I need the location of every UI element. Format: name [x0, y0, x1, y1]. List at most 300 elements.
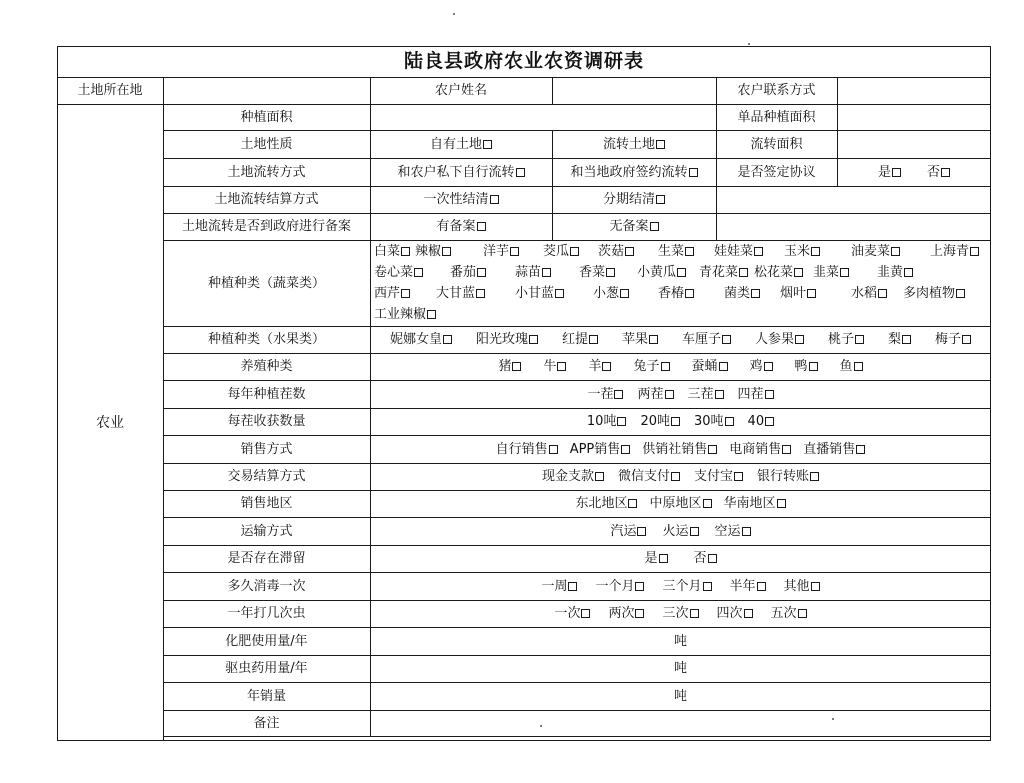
checkbox[interactable]	[690, 527, 699, 536]
checkbox[interactable]	[677, 268, 686, 277]
option-label: 羊	[588, 359, 602, 374]
checkbox[interactable]	[956, 289, 965, 298]
option-label: 直播销售	[803, 441, 856, 457]
option-label: APP销售	[569, 441, 621, 457]
option[interactable]	[374, 308, 436, 321]
option[interactable]	[828, 333, 864, 346]
checkbox[interactable]	[628, 499, 637, 508]
planting-area-field[interactable]	[370, 104, 716, 130]
stagnation-options	[370, 545, 991, 572]
option-label: 阳光玫瑰	[475, 332, 528, 347]
checkbox[interactable]	[742, 527, 751, 536]
option-label: 空运	[714, 523, 741, 539]
checkbox[interactable]	[529, 335, 538, 344]
option-label: 华南地区	[723, 496, 776, 511]
option-label: 电商销售	[729, 441, 782, 457]
pest-options	[370, 600, 991, 627]
option-label: 鸭	[794, 359, 808, 374]
harvest-label: 每茬收获数量	[227, 414, 306, 429]
option-label: 一茬	[587, 386, 614, 402]
disinfect-label: 多久消毒一次	[227, 578, 306, 594]
option-label: 大甘蓝	[436, 286, 476, 301]
checkbox[interactable]	[557, 362, 566, 371]
option[interactable]	[595, 580, 644, 593]
filed-option[interactable]	[370, 213, 552, 240]
option-label: 梨	[887, 332, 901, 347]
remarks-field[interactable]	[370, 710, 991, 736]
option[interactable]	[795, 360, 818, 373]
checkbox[interactable]	[621, 445, 630, 454]
checkbox[interactable]	[614, 390, 623, 399]
option-label: 三个月	[662, 578, 702, 594]
checkbox[interactable]	[625, 247, 634, 256]
option[interactable]	[515, 266, 551, 279]
option[interactable]	[715, 525, 751, 538]
option[interactable]	[877, 266, 913, 279]
checkbox[interactable]	[476, 289, 485, 298]
option[interactable]	[662, 580, 711, 593]
option-label: 菌类	[724, 286, 751, 301]
checkbox[interactable]	[757, 582, 766, 591]
checkbox[interactable]	[811, 247, 820, 256]
single-area-field[interactable]	[837, 104, 991, 130]
option-label: 韭黄	[877, 265, 904, 280]
fruit-label: 种植种类（水果类）	[207, 332, 325, 347]
location-field[interactable]	[163, 77, 370, 104]
option-label: 西芹	[374, 286, 401, 301]
option-label: 韭菜	[813, 265, 840, 280]
option[interactable]	[633, 360, 669, 373]
option[interactable]	[851, 245, 900, 258]
checkbox[interactable]	[689, 168, 698, 177]
option[interactable]	[642, 443, 717, 456]
checkbox[interactable]	[690, 609, 699, 618]
option[interactable]	[610, 525, 646, 538]
checkbox[interactable]	[902, 335, 911, 344]
option[interactable]	[755, 333, 804, 346]
option[interactable]	[587, 415, 627, 428]
option[interactable]	[694, 552, 717, 565]
option-label: 猪	[498, 359, 512, 374]
option[interactable]	[554, 607, 590, 620]
fertilizer-label: 化肥使用量/年	[225, 633, 308, 649]
pesticide-label: 驱虫药用量/年	[225, 661, 308, 676]
option[interactable]	[840, 360, 863, 373]
agreement-yes[interactable]	[878, 166, 901, 179]
option[interactable]	[771, 607, 807, 620]
single-area-label: 单品种植面积	[737, 109, 816, 125]
option-label: 20吨	[640, 414, 670, 429]
category-label: 农业	[96, 414, 124, 431]
option-label: 一个月	[595, 578, 635, 594]
option[interactable]	[699, 266, 748, 279]
checkbox[interactable]	[795, 335, 804, 344]
checkbox[interactable]	[754, 247, 763, 256]
option[interactable]	[608, 607, 644, 620]
agreement-options	[837, 158, 991, 186]
checkbox[interactable]	[751, 289, 760, 298]
checkbox[interactable]	[656, 195, 665, 204]
option[interactable]	[803, 443, 865, 456]
disinfect-options	[370, 572, 991, 600]
checkbox[interactable]	[782, 445, 791, 454]
checkbox[interactable]	[510, 247, 519, 256]
checkbox[interactable]	[739, 268, 748, 277]
land-nature-label: 土地性质	[240, 136, 293, 152]
checkbox[interactable]	[549, 445, 558, 454]
option[interactable]	[717, 607, 753, 620]
stagnation-label: 是否存在滞留	[227, 551, 306, 566]
checkbox[interactable]	[568, 582, 577, 591]
option-label: 蒜苗	[515, 265, 542, 280]
region-label: 销售地区	[240, 496, 293, 511]
not-filed-option[interactable]	[552, 213, 716, 240]
option[interactable]	[780, 287, 816, 300]
checkbox[interactable]	[542, 268, 551, 277]
option-label: 青花菜	[699, 265, 739, 280]
checkbox[interactable]	[581, 609, 590, 618]
survey-form	[57, 46, 991, 741]
checkbox[interactable]	[685, 247, 694, 256]
option[interactable]	[757, 470, 819, 483]
own-land-option[interactable]	[370, 130, 552, 158]
checkbox[interactable]	[764, 362, 773, 371]
checkbox[interactable]	[401, 289, 410, 298]
option-label: 牛	[543, 359, 557, 374]
farmer-name-field[interactable]	[552, 77, 716, 104]
checkbox[interactable]	[703, 499, 712, 508]
checkbox[interactable]	[595, 472, 604, 481]
option-label: 东北地区	[575, 496, 628, 511]
option[interactable]	[694, 415, 734, 428]
option[interactable]	[415, 245, 451, 258]
option-label: 是	[644, 551, 658, 566]
option[interactable]	[644, 552, 667, 565]
checkbox[interactable]	[635, 582, 644, 591]
checkbox[interactable]	[659, 554, 668, 563]
planting-area-label: 种植面积	[240, 109, 293, 125]
option[interactable]	[930, 245, 979, 258]
fruit-options	[370, 326, 991, 353]
checkbox[interactable]	[617, 417, 626, 426]
contact-field[interactable]	[837, 77, 991, 104]
option-label: 四茬	[737, 386, 764, 402]
option[interactable]	[476, 333, 538, 346]
checkbox[interactable]	[477, 268, 486, 277]
option[interactable]	[579, 266, 615, 279]
checkbox[interactable]	[962, 335, 971, 344]
checkbox[interactable]	[765, 390, 774, 399]
option[interactable]	[903, 287, 965, 300]
option[interactable]	[588, 360, 611, 373]
checkbox[interactable]	[854, 362, 863, 371]
option-label: 番茄	[450, 265, 477, 280]
breeding-options	[370, 353, 991, 380]
checkbox[interactable]	[443, 335, 452, 344]
option[interactable]	[888, 333, 911, 346]
option[interactable]	[374, 266, 423, 279]
option[interactable]	[694, 470, 743, 483]
option[interactable]	[515, 287, 564, 300]
option-label: 一次	[554, 606, 581, 621]
sales-label: 销售方式	[240, 441, 293, 457]
option-label: 小黄瓜	[637, 265, 677, 280]
option[interactable]	[649, 497, 711, 510]
option-label: 辣椒	[415, 244, 442, 259]
option[interactable]	[450, 266, 486, 279]
checkbox[interactable]	[606, 268, 615, 277]
option-label: 10吨	[586, 414, 617, 429]
checkbox[interactable]	[671, 417, 680, 426]
option[interactable]	[754, 266, 803, 279]
option-label: 供销社销售	[642, 441, 708, 457]
option[interactable]	[543, 360, 566, 373]
option[interactable]	[496, 443, 558, 456]
checkbox[interactable]	[427, 310, 436, 319]
checkbox[interactable]	[810, 472, 819, 481]
payment-label: 交易结算方式	[227, 469, 306, 484]
option[interactable]	[587, 388, 623, 401]
checkbox[interactable]	[483, 140, 492, 149]
option[interactable]	[658, 287, 694, 300]
option[interactable]	[738, 388, 774, 401]
checkbox[interactable]	[970, 247, 979, 256]
checkbox[interactable]	[703, 582, 712, 591]
checkbox[interactable]	[401, 247, 410, 256]
checkbox[interactable]	[665, 390, 674, 399]
option[interactable]	[750, 360, 773, 373]
option[interactable]	[543, 245, 579, 258]
option-label: 洋芋	[483, 244, 510, 259]
option[interactable]	[813, 266, 849, 279]
option[interactable]	[436, 287, 485, 300]
pesticide-unit: 吨	[673, 661, 687, 676]
checkbox[interactable]	[811, 582, 820, 591]
checkbox[interactable]	[777, 499, 786, 508]
option-label: 两茬	[637, 386, 664, 402]
option[interactable]	[688, 388, 724, 401]
option-label: 红提	[561, 332, 588, 347]
option-label: 梅子	[934, 332, 961, 347]
option-label: 烟叶	[780, 286, 807, 301]
option[interactable]	[622, 333, 658, 346]
installment-text: 分期结清	[602, 192, 655, 207]
checkbox[interactable]	[891, 247, 900, 256]
option-label: 支付宝	[694, 469, 734, 484]
checkbox[interactable]	[589, 335, 598, 344]
filing-label: 土地流转是否到政府进行备案	[181, 219, 351, 234]
transfer-land-option[interactable]	[552, 130, 716, 158]
agreement-no[interactable]	[927, 166, 950, 179]
one-time-option[interactable]	[370, 186, 552, 213]
private-transfer-text: 和农户私下自行流转	[397, 164, 515, 180]
checkbox[interactable]	[878, 289, 887, 298]
option[interactable]	[682, 333, 731, 346]
option[interactable]	[935, 333, 971, 346]
option-label: 工业辣椒	[374, 307, 427, 322]
option[interactable]	[637, 266, 686, 279]
not-filed-text: 无备案	[609, 219, 649, 234]
option[interactable]	[541, 580, 577, 593]
annual-sales-unit: 吨	[673, 688, 687, 704]
transport-label: 运输方式	[240, 523, 293, 539]
gov-transfer-text: 和当地政府签约流转	[570, 164, 688, 180]
pesticide-field[interactable]	[370, 655, 991, 682]
checkbox[interactable]	[685, 289, 694, 298]
option[interactable]	[374, 287, 410, 300]
option-label: 油麦菜	[851, 244, 891, 259]
checkbox[interactable]	[555, 289, 564, 298]
option[interactable]	[374, 245, 410, 258]
option[interactable]	[483, 245, 519, 258]
option[interactable]	[575, 497, 637, 510]
option[interactable]	[729, 443, 791, 456]
checkbox[interactable]	[570, 247, 579, 256]
checkbox[interactable]	[671, 472, 680, 481]
option[interactable]	[390, 333, 452, 346]
gov-transfer-option[interactable]	[552, 158, 716, 186]
option-label: 茭瓜	[543, 244, 570, 259]
checkbox[interactable]	[620, 289, 629, 298]
option-label: 半年	[729, 578, 756, 594]
checkbox[interactable]	[635, 609, 644, 618]
option[interactable]	[662, 607, 698, 620]
option-label: 微信支付	[617, 469, 670, 484]
option[interactable]	[784, 580, 820, 593]
checkbox[interactable]	[602, 362, 611, 371]
crops-label: 每年种植茬数	[227, 386, 306, 402]
checkbox[interactable]	[856, 445, 865, 454]
transfer-area-label: 流转面积	[750, 136, 803, 152]
checkbox[interactable]	[512, 362, 521, 371]
farmer-name-label: 农户姓名	[434, 83, 487, 98]
option[interactable]	[692, 360, 728, 373]
option[interactable]	[618, 470, 680, 483]
option[interactable]	[593, 287, 629, 300]
agreement-no-text: 否	[927, 164, 941, 180]
pest-label: 一年打几次虫	[227, 606, 306, 621]
option[interactable]	[714, 245, 763, 258]
option[interactable]	[784, 245, 820, 258]
region-options	[370, 490, 991, 517]
option-label: 现金支款	[541, 469, 594, 484]
remarks-label: 备注	[253, 715, 280, 731]
checkbox[interactable]	[477, 222, 486, 231]
checkbox[interactable]	[725, 417, 734, 426]
option[interactable]	[562, 333, 598, 346]
harvest-options	[370, 408, 991, 435]
checkbox[interactable]	[649, 335, 658, 344]
option-label: 汽运	[610, 523, 637, 539]
option-label: 蚕蛹	[691, 359, 718, 374]
checkbox[interactable]	[892, 168, 901, 177]
checkbox[interactable]	[516, 168, 525, 177]
option[interactable]	[637, 388, 673, 401]
checkbox[interactable]	[798, 609, 807, 618]
fertilizer-field[interactable]	[370, 627, 991, 655]
transfer-land-text: 流转土地	[602, 136, 655, 152]
option[interactable]	[724, 497, 786, 510]
checkbox[interactable]	[490, 195, 499, 204]
option[interactable]	[748, 415, 775, 428]
checkbox[interactable]	[744, 609, 753, 618]
option-label: 白菜	[374, 244, 401, 259]
checkbox[interactable]	[807, 289, 816, 298]
checkbox[interactable]	[809, 362, 818, 371]
option[interactable]	[542, 470, 604, 483]
installment-option[interactable]	[552, 186, 716, 213]
option[interactable]	[640, 415, 680, 428]
checkbox[interactable]	[414, 268, 423, 277]
annual-sales-field[interactable]	[370, 682, 991, 710]
checkbox[interactable]	[840, 268, 849, 277]
checkbox[interactable]	[715, 390, 724, 399]
checkbox[interactable]	[442, 247, 451, 256]
location-label: 土地所在地	[77, 83, 143, 98]
checkbox[interactable]	[708, 554, 717, 563]
option[interactable]	[730, 580, 766, 593]
option-label: 鸡	[749, 359, 763, 374]
option-label: 三次	[662, 606, 689, 621]
scan-speck	[832, 718, 834, 720]
checkbox[interactable]	[661, 362, 670, 371]
scan-speck	[540, 725, 542, 727]
option[interactable]	[662, 525, 698, 538]
agreement-label: 是否签定协议	[737, 164, 816, 180]
option-label: 兔子	[633, 359, 660, 374]
option-label: 其他	[783, 578, 810, 594]
checkbox[interactable]	[794, 268, 803, 277]
option-label: 火运	[662, 523, 689, 539]
option-label: 否	[693, 551, 707, 566]
option[interactable]	[598, 245, 634, 258]
option[interactable]	[570, 443, 631, 456]
checkbox[interactable]	[722, 335, 731, 344]
checkbox[interactable]	[734, 472, 743, 481]
checkbox[interactable]	[656, 140, 665, 149]
option[interactable]	[724, 287, 760, 300]
checkbox[interactable]	[941, 168, 950, 177]
option-label: 娃娃菜	[714, 244, 754, 259]
sales-options	[370, 435, 991, 463]
contact-label: 农户联系方式	[737, 83, 816, 98]
option[interactable]	[658, 245, 694, 258]
option[interactable]	[498, 360, 521, 373]
option[interactable]	[851, 287, 887, 300]
checkbox[interactable]	[637, 527, 646, 536]
option-label: 多肉植物	[903, 286, 956, 301]
checkbox[interactable]	[719, 362, 728, 371]
one-time-text: 一次性结清	[423, 192, 489, 207]
crops-options	[370, 380, 991, 408]
option-label: 生菜	[658, 244, 685, 259]
transfer-area-field[interactable]	[837, 130, 991, 158]
option-label: 四次	[716, 606, 743, 621]
option-label: 一周	[541, 578, 568, 594]
checkbox[interactable]	[904, 268, 913, 277]
option-label: 妮娜女皇	[389, 332, 442, 347]
option-label: 30吨	[694, 414, 724, 429]
breeding-label: 养殖种类	[240, 359, 293, 374]
private-transfer-option[interactable]	[370, 158, 552, 186]
checkbox[interactable]	[708, 445, 717, 454]
scan-speck	[453, 13, 455, 15]
option-label: 上海青	[930, 244, 970, 259]
checkbox[interactable]	[765, 417, 774, 426]
checkbox[interactable]	[650, 222, 659, 231]
option-label: 苹果	[621, 332, 648, 347]
checkbox[interactable]	[855, 335, 864, 344]
